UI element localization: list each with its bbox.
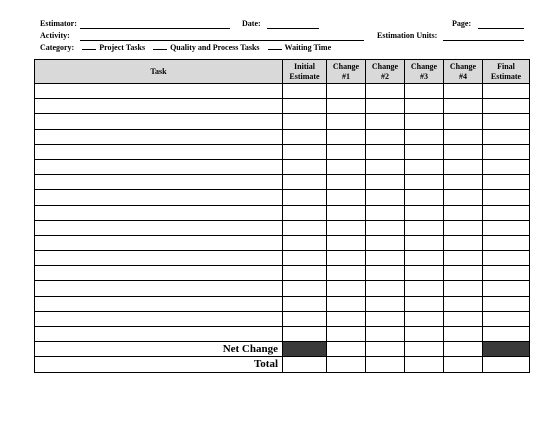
col-header-change-3: Change #3 [405,60,444,84]
estimate-cell[interactable] [283,159,327,174]
estimate-cell[interactable] [444,159,483,174]
estimate-cell[interactable] [405,175,444,190]
estimate-cell[interactable] [327,129,366,144]
estimate-cell[interactable] [283,281,327,296]
estimate-cell[interactable] [405,235,444,250]
category-checkbox-waiting-time[interactable] [268,42,282,50]
table-row [35,311,530,326]
total-cell[interactable] [366,357,405,372]
estimate-cell[interactable] [327,99,366,114]
estimate-cell[interactable] [483,266,530,281]
task-cell[interactable] [35,205,283,220]
estimate-cell[interactable] [405,296,444,311]
estimate-cell[interactable] [327,296,366,311]
estimate-cell[interactable] [405,251,444,266]
estimate-cell[interactable] [327,311,366,326]
total-cell[interactable] [405,357,444,372]
net-change-final-cell [483,342,530,357]
task-cell[interactable] [35,99,283,114]
estimate-cell[interactable] [483,129,530,144]
estimate-cell[interactable] [483,296,530,311]
page-label: Page: [452,19,472,28]
estimate-cell[interactable] [444,84,483,99]
page-field[interactable] [478,28,524,29]
net-change-cell[interactable] [444,342,483,357]
estimate-cell[interactable] [366,281,405,296]
table-row [35,205,530,220]
col-header-final-estimate: Final Estimate [483,60,530,84]
col-header-change-1: Change #1 [327,60,366,84]
estimate-cell[interactable] [405,114,444,129]
estimator-label: Estimator: [40,19,77,28]
table-row [35,114,530,129]
estimate-cell[interactable] [366,205,405,220]
category-label: Category: [40,43,75,52]
table-body [35,84,530,342]
table-row [35,84,530,99]
estimate-cell[interactable] [444,251,483,266]
estimate-cell[interactable] [444,175,483,190]
estimate-cell[interactable] [483,144,530,159]
table-row [35,220,530,235]
estimate-cell[interactable] [283,235,327,250]
estimate-cell[interactable] [405,159,444,174]
estimate-cell[interactable] [283,327,327,342]
total-label: Total [35,357,283,372]
total-cell[interactable] [444,357,483,372]
estimate-cell[interactable] [327,205,366,220]
estimate-cell[interactable] [483,84,530,99]
estimate-cell[interactable] [283,84,327,99]
estimate-cell[interactable] [444,311,483,326]
estimate-cell[interactable] [444,205,483,220]
task-cell[interactable] [35,281,283,296]
estimate-cell[interactable] [405,84,444,99]
estimate-cell[interactable] [283,99,327,114]
estimate-cell[interactable] [483,281,530,296]
estimate-cell[interactable] [483,190,530,205]
estimate-cell[interactable] [405,281,444,296]
task-cell[interactable] [35,190,283,205]
estimator-field[interactable] [80,28,230,29]
estimate-cell[interactable] [405,220,444,235]
estimate-cell[interactable] [366,190,405,205]
estimate-cell[interactable] [405,327,444,342]
estimate-cell[interactable] [366,144,405,159]
estimate-cell[interactable] [283,220,327,235]
category-row [40,42,331,52]
task-cell[interactable] [35,251,283,266]
task-cell[interactable] [35,114,283,129]
estimate-cell[interactable] [483,311,530,326]
estimation-table [34,59,530,373]
estimate-cell[interactable] [444,296,483,311]
task-cell[interactable] [35,327,283,342]
net-change-cell[interactable] [327,342,366,357]
estimate-cell[interactable] [444,114,483,129]
estimate-cell[interactable] [327,327,366,342]
table-row [35,327,530,342]
estimate-cell[interactable] [366,311,405,326]
task-cell[interactable] [35,311,283,326]
col-header-task: Task [35,60,283,84]
estimate-cell[interactable] [366,251,405,266]
estimate-cell[interactable] [366,175,405,190]
date-field[interactable] [267,28,319,29]
estimate-cell[interactable] [327,281,366,296]
col-header-change-2: Change #2 [366,60,405,84]
category-option-quality-process[interactable]: Quality and Process Tasks [153,43,259,52]
estimate-cell[interactable] [483,159,530,174]
total-cell[interactable] [327,357,366,372]
table-row [35,99,530,114]
estimate-cell[interactable] [327,159,366,174]
estimate-cell[interactable] [327,235,366,250]
category-option-waiting-time[interactable]: Waiting Time [268,43,332,52]
estimate-cell[interactable] [405,99,444,114]
estimate-cell[interactable] [483,235,530,250]
estimate-cell[interactable] [366,129,405,144]
category-checkbox-quality-process[interactable] [153,42,167,50]
table-row [35,235,530,250]
estimate-cell[interactable] [444,129,483,144]
estimate-cell[interactable] [283,114,327,129]
estimate-cell[interactable] [327,266,366,281]
date-label: Date: [242,19,261,28]
estimate-cell[interactable] [444,281,483,296]
estimate-cell[interactable] [444,235,483,250]
estimate-cell[interactable] [366,235,405,250]
estimate-cell[interactable] [283,266,327,281]
category-checkbox-project-tasks[interactable] [82,42,96,50]
estimate-cell[interactable] [366,114,405,129]
estimate-cell[interactable] [366,220,405,235]
task-cell[interactable] [35,144,283,159]
estimate-cell[interactable] [483,205,530,220]
estimate-cell[interactable] [283,296,327,311]
estimate-cell[interactable] [483,327,530,342]
estimate-cell[interactable] [366,84,405,99]
net-change-initial-cell [283,342,327,357]
estimate-cell[interactable] [327,220,366,235]
estimate-cell[interactable] [405,129,444,144]
estimate-cell[interactable] [405,190,444,205]
estimation-units-label: Estimation Units: [377,31,438,40]
estimate-cell[interactable] [483,99,530,114]
estimate-cell[interactable] [283,205,327,220]
estimate-cell[interactable] [405,311,444,326]
task-cell[interactable] [35,84,283,99]
table-row [35,129,530,144]
net-change-cell[interactable] [366,342,405,357]
estimate-cell[interactable] [444,144,483,159]
estimate-cell[interactable] [327,144,366,159]
estimate-cell[interactable] [405,144,444,159]
activity-field[interactable] [80,40,364,41]
estimate-cell[interactable] [444,220,483,235]
estimate-cell[interactable] [366,296,405,311]
estimate-cell[interactable] [327,251,366,266]
table-row [35,281,530,296]
total-cell[interactable] [283,357,327,372]
estimate-cell[interactable] [283,311,327,326]
table-row [35,175,530,190]
table-row [35,296,530,311]
task-cell[interactable] [35,220,283,235]
table-row [35,144,530,159]
estimate-cell[interactable] [283,175,327,190]
task-cell[interactable] [35,175,283,190]
table-header-row [35,60,530,84]
total-row [35,357,530,372]
estimation-units-field[interactable] [443,40,524,41]
estimate-cell[interactable] [366,266,405,281]
estimate-cell[interactable] [444,99,483,114]
estimate-cell[interactable] [366,327,405,342]
estimate-cell[interactable] [483,220,530,235]
estimate-cell[interactable] [483,175,530,190]
task-cell[interactable] [35,266,283,281]
table-row [35,266,530,281]
estimate-cell[interactable] [405,205,444,220]
category-option-project-tasks[interactable]: Project Tasks [82,43,145,52]
estimate-cell[interactable] [444,266,483,281]
estimate-cell[interactable] [483,251,530,266]
estimate-cell[interactable] [327,175,366,190]
estimate-cell[interactable] [483,114,530,129]
table-row [35,251,530,266]
estimate-cell[interactable] [444,327,483,342]
net-change-row [35,342,530,357]
task-cell[interactable] [35,129,283,144]
table-row [35,190,530,205]
estimate-cell[interactable] [405,266,444,281]
estimate-cell[interactable] [327,190,366,205]
task-cell[interactable] [35,296,283,311]
total-cell[interactable] [483,357,530,372]
estimate-cell[interactable] [283,144,327,159]
estimate-cell[interactable] [283,129,327,144]
estimate-cell[interactable] [283,251,327,266]
estimate-cell[interactable] [366,159,405,174]
net-change-cell[interactable] [405,342,444,357]
estimate-cell[interactable] [327,84,366,99]
activity-label: Activity: [40,31,70,40]
task-cell[interactable] [35,235,283,250]
table-row [35,159,530,174]
net-change-label: Net Change [35,342,283,357]
estimate-cell[interactable] [283,190,327,205]
col-header-change-4: Change #4 [444,60,483,84]
task-cell[interactable] [35,159,283,174]
estimate-cell[interactable] [444,190,483,205]
estimate-cell[interactable] [366,99,405,114]
estimate-cell[interactable] [327,114,366,129]
col-header-initial-estimate: Initial Estimate [283,60,327,84]
